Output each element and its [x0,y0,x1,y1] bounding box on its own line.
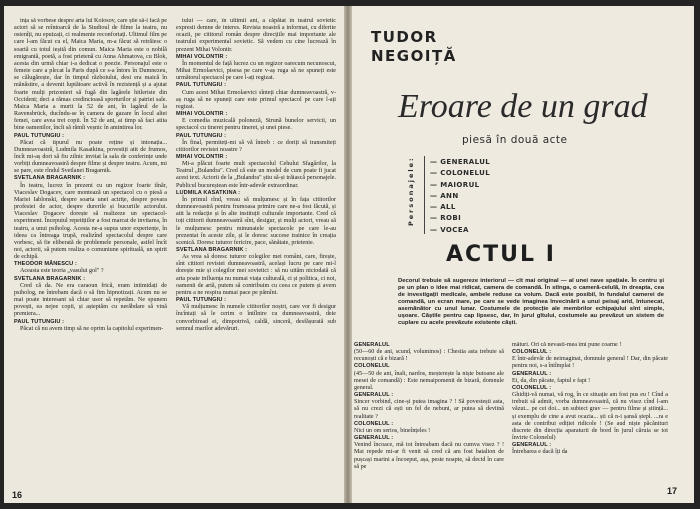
paragraph: (50—60 de ani, scund, voluminos) : Chestia asta trebuie să recunoști că e bizară ! [354,349,504,363]
page-number-left: 16 [12,490,23,500]
paragraph: Cred că da. Ne era caraoun frică, eram intimidați de psiholog, ne întrebam dacă o să fim hipnotizați. Acum nu se mai poate interesant să chiar usor să repetăm. Ne spunem povești, ea nejee copii, și așteptăm cu nerăbdare să vină premiera... [14,282,167,318]
paragraph: În final, permiteți-mi să vă întreb : ce doriți să transmiteți cititorilor revistei noastre ? [176,139,336,153]
paragraph: E într-adevăr de neimaginat, domnule general ! Dar, din păcate pentru noi, s-a întîmplat ! [512,356,668,370]
paragraph: Ghidiți-vă numai, vă rog, în ce situație am fost pus eu ! Cînd a trebuit să admit, vorba dumneavoastră, că nu visez cînd l-am văzut... pe cei doi... un subiect grav — pentru filme și știință... și exemplu de cine a avut ocazia... ști că n-i șansă ștepl. ...ra e asta de contribui ediției ridicole ! (Se aud niște păcănituri discrete din direcția aparaturii de bord în jurul căruia se tot învirte Colonelul) [512,392,668,442]
speaker-name: GENERALUL : [512,442,552,449]
speaker-name: GENERALUL : [354,392,394,399]
cast-item: — GENERALUL [430,158,491,166]
paragraph: Venind încoace, mă tot întreabam dacă nu cumva visez ? ! Mai repede mi-ar fi venit să cred că am fost batalion de pușcași marini a încoeput, așa, peste noapte, să decid în care să pe [354,442,504,470]
paragraph: Sincer vorbind, cine-și putea imagina ? ! Să povestești asta, să nu crezi că ești un fel de nebuni, ar putea să deviină realitate ? [354,399,504,420]
paragraph: (45—50 de ani, înalt, nardos, meșterește la niște butoane ale mesei de comandă) : Este nemaipomenit de bizară, domnule general. [354,370,504,391]
left-page-column-1 [14,18,167,468]
speaker-name: SVETLANA BRAGARNIK : [14,175,86,182]
paragraph: tului — care, în ultimii ani, a căpătat în teatrul sovietic expresii demne de interes. Revista noastră a informat, cu diferite ocazii, pe cititorul român despre direcțiile mai importante ale teatrului experimental sovietic. Să vedem cu cine lucrează în prezent Mihai Volontir. [176,18,336,53]
left-page [4,6,344,503]
paragraph: Mi-a plăcut foarte mult spectacolul Cehului Sfagârilor, la Teatrul „Bulandra". Cred că este un model de cum poate fi jucat acest text. Actorii de la „Bulandra" știu să-și trăiască personajele. Publicul bucureștean este într-adevăr extraordinar. [176,161,336,189]
paragraph: Nici un om serios, bineînțeles ! [354,427,431,434]
play-author: TUDOR NEGOIȚĂ [371,28,457,65]
cast-item: — COLONELUL [430,169,491,178]
act-heading: ACTUL I [446,242,556,267]
spine-gutter [344,6,352,503]
paragraph: As vrea să doresc tuturor colegilor mei români, care, firește, sînt cititori revistei dumneavoastră, același lucru pe care mi-l dorește mie și colegilor mei sovietici : să nu uităm niciodată că arta poate influența nu numai viața culturală, ci și politica, ci noi, oamenii de artă, putem să contribuim cu ceea ce putem și avem pentru a ne respira numai pace pe pămînt. [176,254,336,296]
speaker-name: SVETLANA BRAGARNIK : [176,247,248,253]
speaker-name: PAUL TUTUNGIU : [14,318,65,325]
speaker-name: MIHAI VOLONTIR : [176,153,228,160]
right-page [352,6,694,503]
paragraph: E comedia muzicală poloneză, Strună bunelor servicii, un spectacol cu tineret pentru tineret, și unei piese. [176,118,336,132]
speaker-name: GENERALUL : [354,435,394,442]
left-page-column-2 [176,18,336,472]
paragraph: Păcat că tipurul nu poate reține și intonația... Dumneavoastră, Ludmila Kasatkina, povestiți atit de frumos, încît mi-aș dori să fiu zilnic invitat la sala de conferințe unde vorbiți dumneavoastră despre filme și despre teatru. Acum, mi se pare, este rîndul Svetlanei Bragarnik. [14,139,167,175]
play-subtitle: piesă în două acte [462,134,568,146]
speaker-name: SVETLANA BRAGARNIK : [14,275,86,282]
speaker-name: LUDMILA KASATKINA : [176,189,241,196]
cast-list [430,157,550,236]
right-page-column-2 [512,342,668,482]
play-title: Eroare de un grad [398,88,648,125]
speaker-name: PAUL TUTUNGIU : [176,82,227,89]
paragraph: Vă mulțumesc în numele cititorilor noștri, care vor fi desigur încîntați să le cerim o întîlnire cu dumneavoastră, deie convorbiread ei, dimpotrivă, caldă, sinceră, desfășurată sub semnul marilor adevăruri. [176,304,336,332]
speaker-name: COLONELUL [354,363,390,370]
stage-direction: Decorul trebuie să sugereze interiorul — cît mai original — al unei nave spațiale. În centru și pe un plan o idee mai ridicat, camera de comandă. În stînga, o cameră-celulă, în dreapta, cea de investigații medicale, ambele reduse ca volum. Dacă este posibil, în fundalul camerei de comandă, un ecran mare, pe care se vede imaginea învecinării a unui peisaj arid, întunecat, asemănător cu unul lunar. Costumele de protecție ale membrilor echipajului sînt simple, ușoare. Căștile pentru cap lipsesc, dar, în jurul gîtului, costumele au prevăzut un sistem de cuplare cu acele prevăzute existente căști. [398,278,664,326]
cast-divider [424,156,425,234]
paragraph: În teatru, lucrez în prezent cu un regizor foarte tînăr, Viaceslav Dogacev, care montează un spectacol cu o piesă a Mariei Iablonski, despre soarta unei actrițe, despre povara profesiei de actor, despre durerile și bucuriile actorului. Viaceslav Dogacev dorește să realizeze un spectacol-experiment. Începutul repetițiilor a fost marcat de invitarea, în teatru, a unui psiholog. Acesta ne-a supus unor experiențe, în ideea ca întreaga trupă, realizînd spectacolul despre care vorbesc, să fie eliberată de problemele personale, astfel încît noi, actorii, să putem realiza o comuniune spirituală, un spirit de echipă. [14,182,167,261]
paragraph: Păcat că nu avem timp să ne oprim la capitolul experimen- [20,325,164,332]
paragraph: Cum acest Mihai Ermolaevici sînteți chiar dumneavoastră, v-aș ruga să ne spuneți care este primul spectacol pe care l-ați regizat. [176,89,336,110]
speaker-name: MIHAI VOLONTIR : [176,53,228,60]
paragraph: Aceasta este teoria „vasului gol" ? [20,268,104,275]
right-page-column-1 [354,342,504,490]
cast-item: — VOCEA [430,225,469,234]
speaker-name: COLONELUL : [354,420,394,427]
cast-label: Personajele: [407,156,415,226]
paragraph: Ei, da, din păcate, faptul e fapt ! [512,377,591,384]
speaker-name: COLONELUL : [512,349,552,356]
speaker-name: PAUL TUTUNGIU : [14,132,65,139]
paragraph: ința să vorbese despre arta lui Kolosov, care știe să-i facă pe actori să se reîntoarcă de la Studioul de filme la teatru, nu ostenîți, nu epuizați, ci realmente reconfortați. Ultimul film pe care l-am făcut cu el, Maica Maria, m-a făcut să retrăiesc o soartă cu totul ieșită din comun. Maica Maria este o nobilă emigrantă, poetă, a fost prietenă cu Anna Ahmatova, cu Blok, acesta din urmă chiar i-a dedicat o poezie. Personajul este o femeie care a plecat la Paris după ce s-a întors în Dumnezeu, se călugărește, dar în timpul războiului, desi era maică în mănăstire, a devenit luptătoare activă în rezistență și a ajutat foarte mulți prizonieri să fugă din lagărele hitleriste din Occident; deci a rămas credincioasă sporturilor și patriei sale. Maica Maria a murit la 52 de ani, în lagărul de la Ravensbrück, ducîndu-se în camera de gazare în locul altei femei, care avea trei copii. În 52 de ani, ai timp să faci atita bine oamenilor, încît să rămîi veșnic în amintirea lor. [14,18,167,132]
cast-item: — MAIORUL [430,180,480,189]
paragraph: În primul rînd, vreau să mulțumesc și în fața cititorilor dumneavoastră pentru frumoasa primire care ne-a fost făcută, și atit la redacție și în alte instituții culturale importante. Cred că toți cititorii dumneavoastră sînt, desigur, și mulți actori, vreau să le mulțumesc pentru minunatele spectacole pe care le-au prezentat în aceste zile, și le doresc succese trainice în creația scenică. Doresc tuturor fericire, pace, sănătate, prietenie. [176,196,336,246]
speaker-name: PAUL TUTUNGIU : [176,297,227,304]
cast-item: — ALL [430,203,456,212]
cast-item: — ROBI [430,214,462,223]
paragraph: Întrebarea e dacă îți da [512,449,568,456]
speaker-name: PAUL TUTUNGIU : [176,132,227,139]
paragraph: mături. Ori că nevasti-mea îmi pune coarne ! [512,342,622,348]
speaker-name: GENERALUL : [512,370,552,377]
speaker-name: GENERALUL [354,342,390,348]
speaker-name: MIHAI VOLONTIR : [176,111,228,118]
speaker-name: COLONELUL : [512,384,552,391]
cast-item: — ANN [430,191,459,200]
page-number-right: 17 [667,486,678,496]
speaker-name: THEODOR MĂNESCU : [14,261,77,268]
paragraph: În momentul de față lucrez cu un regizor oarecum necunoscut, Mihai Ermolaevici, pisesa pe care v-aș ruga să ne spuneți este următorul spectacol pe care l-ați regizat. [176,60,336,82]
